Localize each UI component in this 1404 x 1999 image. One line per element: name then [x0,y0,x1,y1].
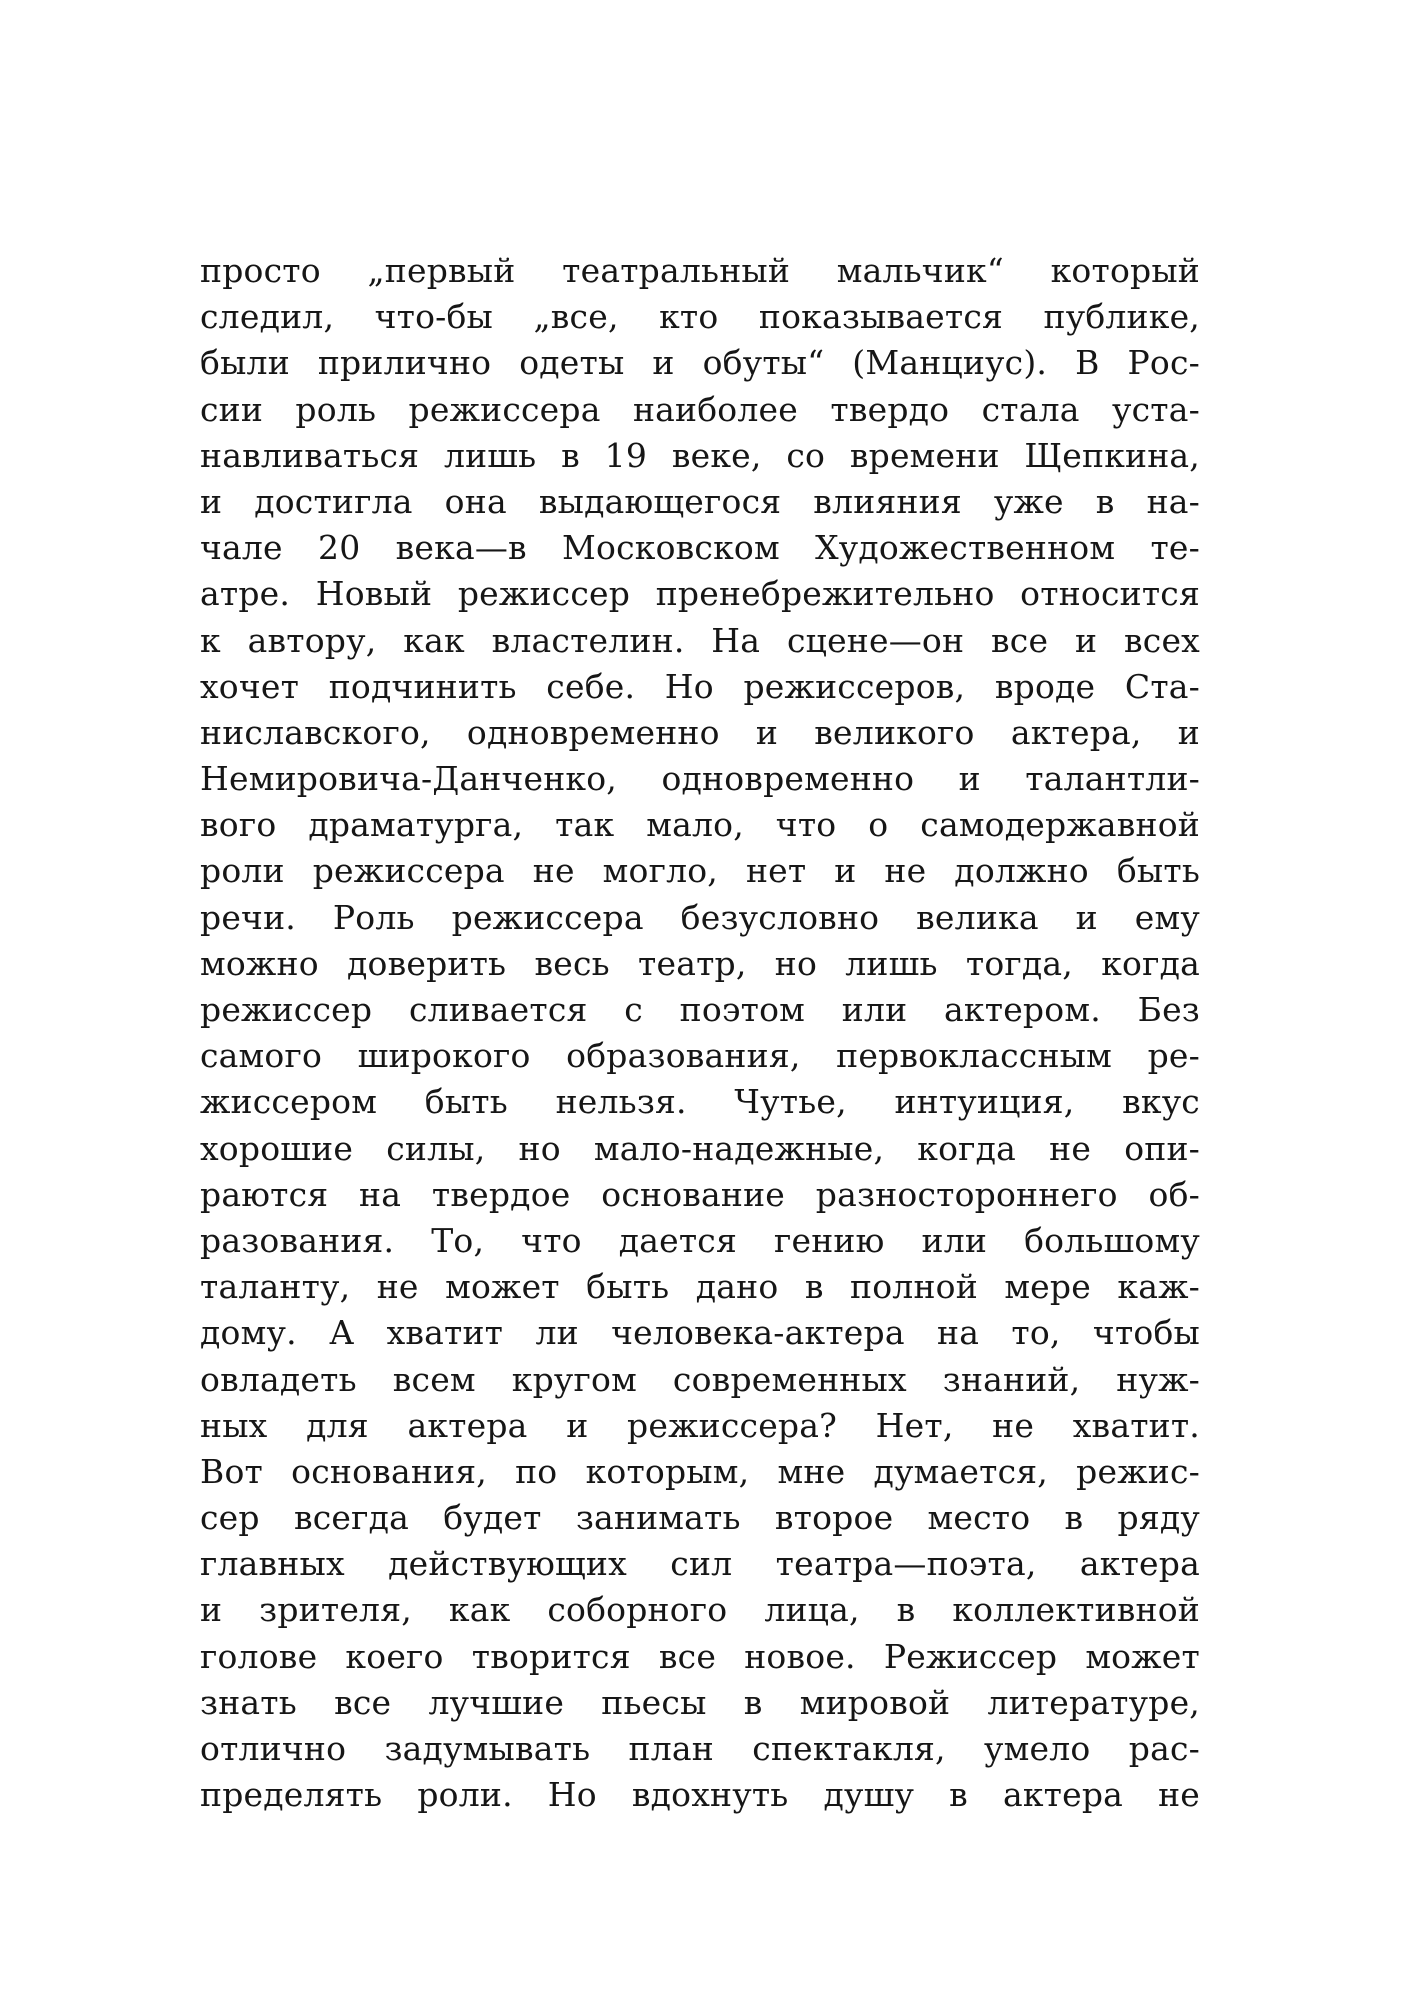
text-line: таланту, не может быть дано в полной мере каж- [200,1267,1200,1307]
text-line: вого драматурга, так мало, что о самодержавной [200,805,1200,845]
text-line: Немировича-Данченко, одновременно и талантли- [200,759,1200,799]
text-line: дому. А хватит ли человека-актера на то, чтобы [200,1313,1200,1353]
text-line: сии роль режиссера наиболее твердо стала уста- [200,389,1200,429]
text-line: жиссером быть нельзя. Чутье, интуиция, вкус [200,1082,1200,1122]
text-line: режиссер сливается с поэтом или актером. Без [200,990,1200,1029]
text-line: следил, что-бы „все, кто показывается публике, [200,297,1200,337]
text-line: раются на твердое основание разностороннего об- [200,1174,1200,1214]
text-line: ных для актера и режиссера? Нет, не хватит. [200,1405,1200,1445]
text-line: к автору, как властелин. На сцене—он все и всех [200,620,1200,660]
text-line: можно доверить весь театр, но лишь тогда, когда [200,943,1200,983]
page-text [200,248,1200,1818]
text-line: просто „первый театральный мальчик“ который [200,251,1200,290]
text-line: были прилично одеты и обуты“ (Манциус). В Рос- [200,343,1200,383]
text-line: речи. Роль режиссера безусловно велика и ему [200,897,1200,937]
text-line: чале 20 века—в Московском Художественном те- [200,528,1200,568]
text-line: роли режиссера не могло, нет и не должно быть [200,851,1200,891]
text-line: знать все лучшие пьесы в мировой литературе, [200,1682,1200,1722]
text-line: и достигла она выдающегося влияния уже в на- [200,481,1200,521]
text-line: хочет подчинить себе. Но режиссеров, вроде Ста- [200,666,1200,706]
text-line: сер всегда будет занимать второе место в ряду [200,1498,1200,1538]
text-line: навливаться лишь в 19 веке, со времени Щепкина, [200,435,1200,475]
text-line: ниславского, одновременно и великого актера, и [200,712,1200,752]
text-line: голове коего творится все новое. Режиссер может [200,1636,1200,1676]
text-line: самого широкого образования, первоклассным ре- [200,1036,1200,1076]
text-line: и зрителя, как соборного лица, в коллективной [200,1590,1200,1630]
text-line: пределять роли. Но вдохнуть душу в актера не [200,1775,1200,1815]
text-line: главных действующих сил театра—поэта, актера [200,1544,1200,1584]
text-line: хорошие силы, но мало-надежные, когда не опи- [200,1128,1200,1168]
text-line: Вот основания, по которым, мне думается, режис- [200,1451,1200,1491]
text-line: разования. То, что дается гению или большому [200,1220,1200,1260]
text-line: овладеть всем кругом современных знаний, нуж- [200,1359,1200,1399]
text-line: отлично задумывать план спектакля, умело рас- [200,1729,1200,1768]
text-line: атре. Новый режиссер пренебрежительно относится [200,574,1200,614]
